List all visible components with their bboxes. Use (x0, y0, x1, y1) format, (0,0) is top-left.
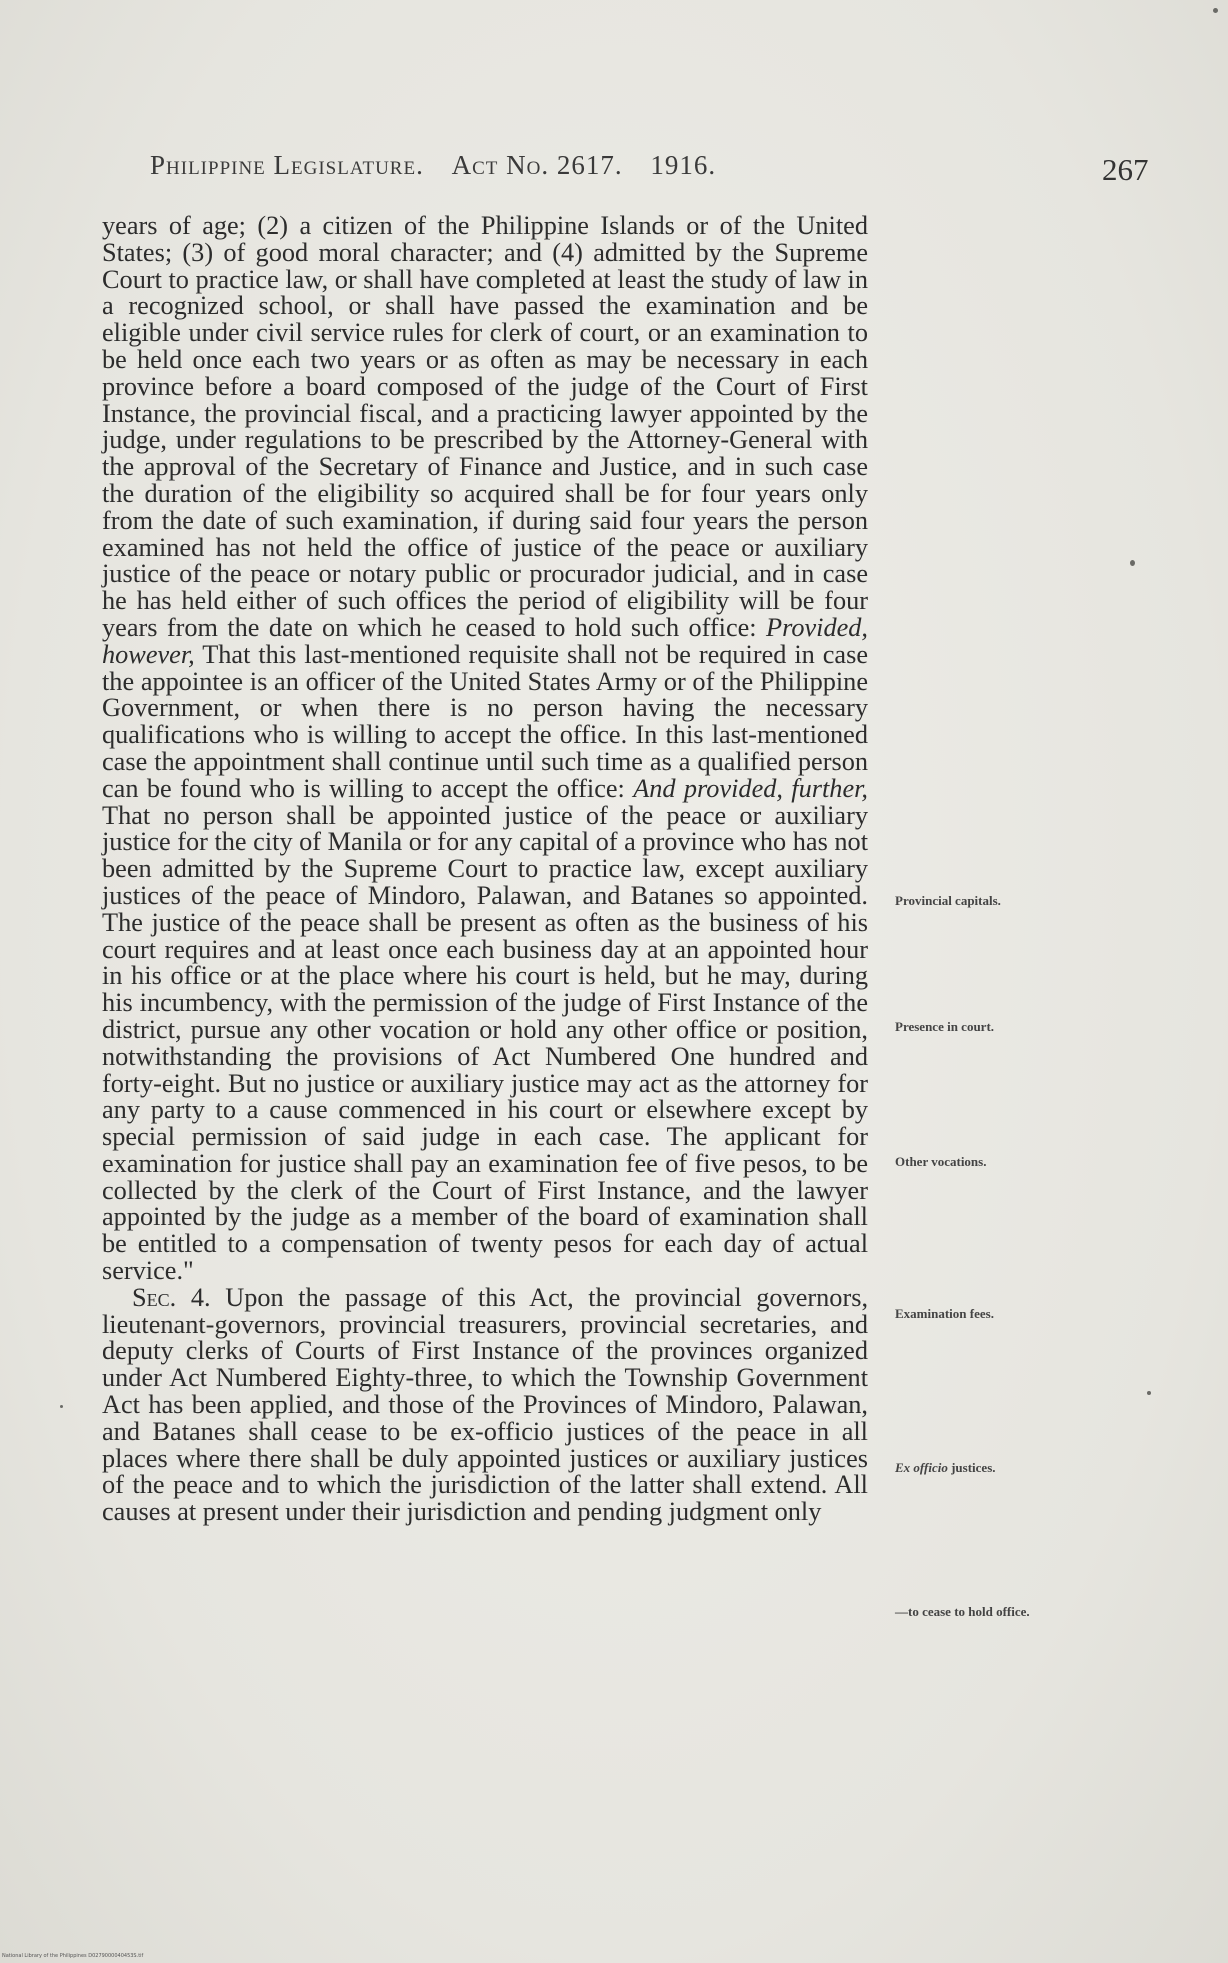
margin-note-text: justices. (951, 1460, 996, 1475)
paragraph-section-4 (102, 1282, 869, 1527)
paragraph-section-3-continued (102, 213, 868, 1285)
text-run: That this last-mentioned requisite shall not be required in case the appointee is an officer of the United States Army or of the Philippine Government, or when there is no person having the necessary qualifications who is willing to accept the office. In this last-mentioned case the appointment shall continue until such time as a qualified person can be found who is willing to accept the office: (102, 639, 868, 803)
paper-speck (1130, 560, 1135, 566)
margin-note-italic: Ex officio (895, 1460, 948, 1475)
paper-speck (1147, 1391, 1151, 1395)
page-number: 267 (1102, 152, 1149, 187)
margin-note-cease-to-hold-office: —to cease to hold office. (895, 1604, 1030, 1619)
scan-credit: National Library of the Philippines D0279000040453S.tif (2, 1953, 144, 1959)
year: 1916. (650, 150, 717, 180)
margin-note-other-vocations: Other vocations. (895, 1154, 987, 1169)
paper-speck (1213, 8, 1218, 13)
act-number: Act No. 2617. (451, 150, 623, 180)
text-run: That no person shall be appointed justice of the peace or auxiliary justice for the city of Manila or for any capital of a province who has not been admitted by the Supreme Court to practice law, except auxiliary justices of the peace of Mindoro, Palawan, and Batanes so appointed. The justice of the peace shall be present as often as the business of his court requires and at least once each business day at an appointed hour in his office or at the place where his court is held, but he may, during his incumbency, with the permission of the judge of First Instance of the district, pursue any other vocation or hold any other office or position, notwithstanding the provisions of Act Numbered One hundred and forty-eight. But no justice or auxiliary justice may act as the attorney for any party to a cause commenced in his court or elsewhere except by special permission of said judge in each case. The applicant for examination for justice shall pay an examination fee of five pesos, to be collected by the clerk of the Court of First Instance, and the lawyer appointed by the judge as a member of the board of examination shall be entitled to a compensation of twenty pesos for each day of actual service." (102, 800, 869, 1286)
proviso-however: Provided, however, (102, 612, 868, 669)
proviso-further: And provided, further, (633, 773, 869, 803)
body-text (102, 213, 868, 1526)
text-run: Upon the passage of this Act, the provincial governors, lieutenant-governors, provincial treasurers, provincial secretaries, and deputy clerks of Courts of First Instance of the provinces organized under Act Numbered Eighty-three, to which the Township Government Act has been applied, and those of the Provinces of Mindoro, Palawan, and Batanes shall cease to be ex-officio justices of the peace in all places where there shall be duly appointed justices or auxiliary justices of the peace and to which the jurisdiction of the latter shall extend. All causes at present under their jurisdiction and pending judgment only (102, 1282, 869, 1527)
margin-note-presence-in-court: Presence in court. (895, 1019, 995, 1034)
margin-note-ex-officio-justices (895, 1460, 996, 1476)
margin-note-examination-fees: Examination fees. (895, 1306, 994, 1321)
paper-speck (60, 1405, 63, 1408)
legislature-title: Philippine Legislature. (150, 150, 424, 180)
running-head (150, 150, 850, 181)
text-run: years of age; (2) a citizen of the Philippine Islands or of the United States; (3) of good moral character; and (4) admitted by the Supreme Court to practice law, or shall have completed at least the study of law in a recognized school, or shall have passed the examination and be eligible under civil service rules for clerk of court, or an examination to be held once each two years or as often as may be necessary in each province before a board composed of the judge of the Court of First Instance, the provincial fiscal, and a practicing lawyer appointed by the judge, under regulations to be prescribed by the Attorney-General with the approval of the Secretary of Finance and Justice, and in such case the duration of the eligibility so acquired shall be for four years only from the date of such examination, if during said four years the person examined has not held the office of justice of the peace or auxiliary justice of the peace or notary public or procurador judicial, and in case he has held either of such offices the period of eligibility will be four years from the date on which he ceased to hold such office: (102, 211, 868, 642)
margin-note-provincial-capitals: Provincial capitals. (895, 893, 1001, 908)
section-label: Sec. 4. (132, 1282, 211, 1312)
